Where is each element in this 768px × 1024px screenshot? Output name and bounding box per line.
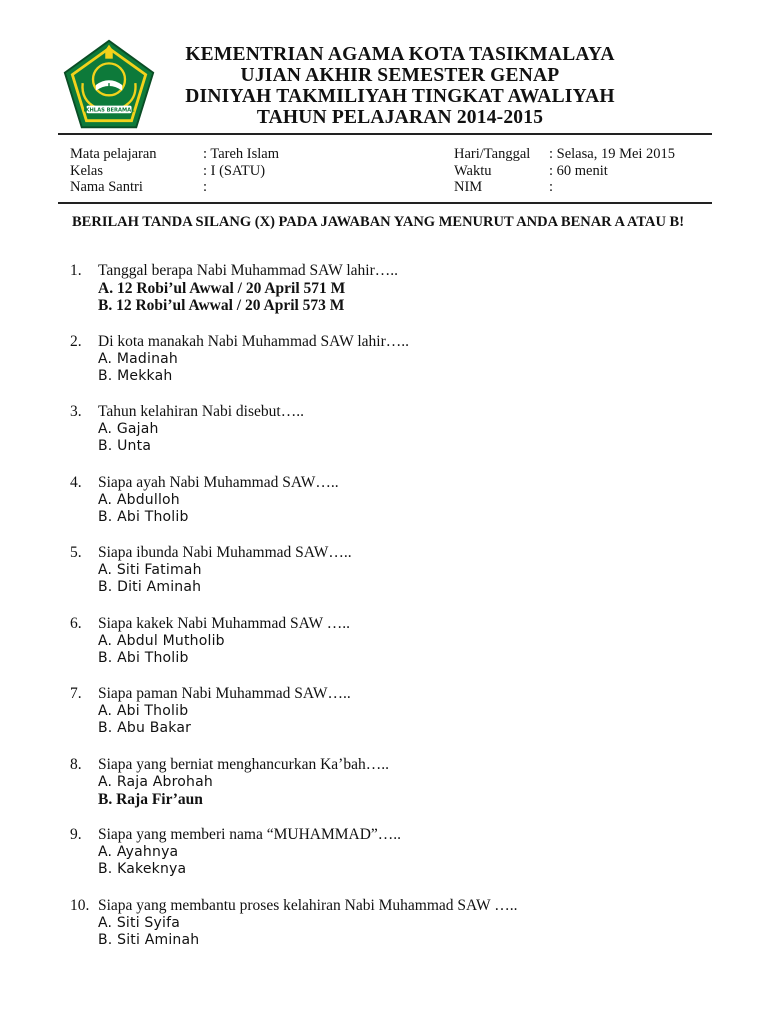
time-label: Waktu bbox=[454, 162, 492, 179]
option-b[interactable]: B. Siti Aminah bbox=[98, 932, 200, 948]
option-a[interactable]: A. Abdul Mutholib bbox=[98, 632, 225, 649]
subject-label: Mata pelajaran bbox=[70, 146, 157, 162]
time-value: : 60 menit bbox=[549, 162, 608, 179]
question-text: Siapa yang berniat menghancurkan Ka’bah….. bbox=[98, 756, 389, 773]
question-text: Tanggal berapa Nabi Muhammad SAW lahir….. bbox=[98, 262, 398, 279]
subject-value: : Tareh Islam bbox=[203, 146, 280, 162]
question-number: 9. bbox=[70, 826, 82, 843]
question-4 bbox=[70, 474, 710, 527]
question-text: Siapa yang memberi nama “MUHAMMAD”….. bbox=[98, 826, 402, 843]
question-text: Siapa paman Nabi Muhammad SAW….. bbox=[98, 685, 351, 702]
question-number: 5. bbox=[70, 544, 82, 561]
option-b[interactable]: B. Raja Fir’aun bbox=[98, 791, 203, 808]
question-number: 8. bbox=[70, 756, 82, 773]
option-a[interactable]: A. Siti Fatimah bbox=[98, 561, 202, 578]
option-a[interactable]: A. Raja Abrohah bbox=[98, 773, 213, 790]
question-number: 4. bbox=[70, 474, 82, 491]
question-9 bbox=[70, 826, 710, 879]
exam-info bbox=[70, 146, 710, 196]
info-row bbox=[70, 146, 710, 163]
question-10 bbox=[70, 897, 710, 950]
question-text: Siapa ayah Nabi Muhammad SAW….. bbox=[98, 474, 339, 491]
student-name-value: : bbox=[203, 179, 208, 195]
header-line-2: UJIAN AKHIR SEMESTER GENAP bbox=[240, 65, 560, 86]
question-number: 6. bbox=[70, 615, 82, 632]
question-7 bbox=[70, 685, 710, 738]
option-b[interactable]: B. Unta bbox=[98, 438, 152, 454]
header-line-4: TAHUN PELAJARAN 2014-2015 bbox=[256, 107, 544, 128]
option-a[interactable]: A. Ayahnya bbox=[98, 843, 179, 860]
question-text: Tahun kelahiran Nabi disebut….. bbox=[98, 403, 304, 420]
question-text: Di kota manakah Nabi Muhammad SAW lahir….. bbox=[98, 333, 409, 350]
student-name-label: Nama Santri bbox=[70, 179, 143, 195]
header-divider bbox=[58, 133, 712, 135]
date-value: : Selasa, 19 Mei 2015 bbox=[549, 146, 676, 162]
question-text: Siapa ibunda Nabi Muhammad SAW….. bbox=[98, 544, 352, 561]
question-5 bbox=[70, 544, 710, 597]
header-line-3: DINIYAH TAKMILIYAH TINGKAT AWALIYAH bbox=[185, 86, 615, 107]
option-a[interactable]: A. Abi Tholib bbox=[98, 702, 189, 719]
option-b[interactable]: B. Kakeknya bbox=[98, 861, 187, 877]
question-8 bbox=[70, 756, 710, 809]
info-row bbox=[70, 163, 710, 180]
header-line-1: KEMENTRIAN AGAMA KOTA TASIKMALAYA bbox=[185, 44, 615, 65]
option-b[interactable]: B. Abi Tholib bbox=[98, 650, 189, 666]
info-row bbox=[70, 179, 710, 196]
question-number: 3. bbox=[70, 403, 82, 420]
nim-value: : bbox=[549, 179, 554, 195]
date-label: Hari/Tanggal bbox=[454, 146, 531, 162]
option-a[interactable]: A. Siti Syifa bbox=[98, 914, 181, 931]
nim-label: NIM bbox=[454, 179, 483, 195]
option-b[interactable]: B. Abi Tholib bbox=[98, 509, 189, 525]
option-b[interactable]: B. Diti Aminah bbox=[98, 579, 202, 595]
question-6 bbox=[70, 615, 710, 668]
document-header bbox=[160, 44, 640, 128]
question-3 bbox=[70, 403, 710, 456]
class-label: Kelas bbox=[70, 162, 104, 179]
question-1 bbox=[70, 262, 710, 315]
question-number: 7. bbox=[70, 685, 82, 702]
question-text: Siapa yang membantu proses kelahiran Nabi Muhammad SAW ….. bbox=[98, 897, 518, 914]
info-divider bbox=[58, 202, 712, 204]
question-number: 1. bbox=[70, 262, 82, 279]
option-a[interactable]: A. Madinah bbox=[98, 350, 178, 367]
option-b[interactable]: B. 12 Robi’ul Awwal / 20 April 573 M bbox=[98, 297, 345, 314]
class-value: : I (SATU) bbox=[203, 162, 266, 179]
option-a[interactable]: A. Gajah bbox=[98, 420, 159, 437]
question-number: 10. bbox=[70, 897, 90, 914]
kemenag-logo bbox=[62, 38, 156, 132]
question-number: 2. bbox=[70, 333, 82, 350]
option-a[interactable]: A. Abdulloh bbox=[98, 491, 180, 508]
option-b[interactable]: B. Abu Bakar bbox=[98, 720, 192, 736]
option-b[interactable]: B. Mekkah bbox=[98, 368, 173, 384]
question-text: Siapa kakek Nabi Muhammad SAW ….. bbox=[98, 615, 351, 632]
instructions: BERILAH TANDA SILANG (X) PADA JAWABAN YANG MENURUT ANDA BENAR A ATAU B! bbox=[72, 214, 685, 230]
question-2 bbox=[70, 333, 710, 386]
option-a[interactable]: A. 12 Robi’ul Awwal / 20 April 571 M bbox=[98, 279, 346, 297]
logo-motto: IKHLAS BERAMAL bbox=[83, 107, 135, 114]
